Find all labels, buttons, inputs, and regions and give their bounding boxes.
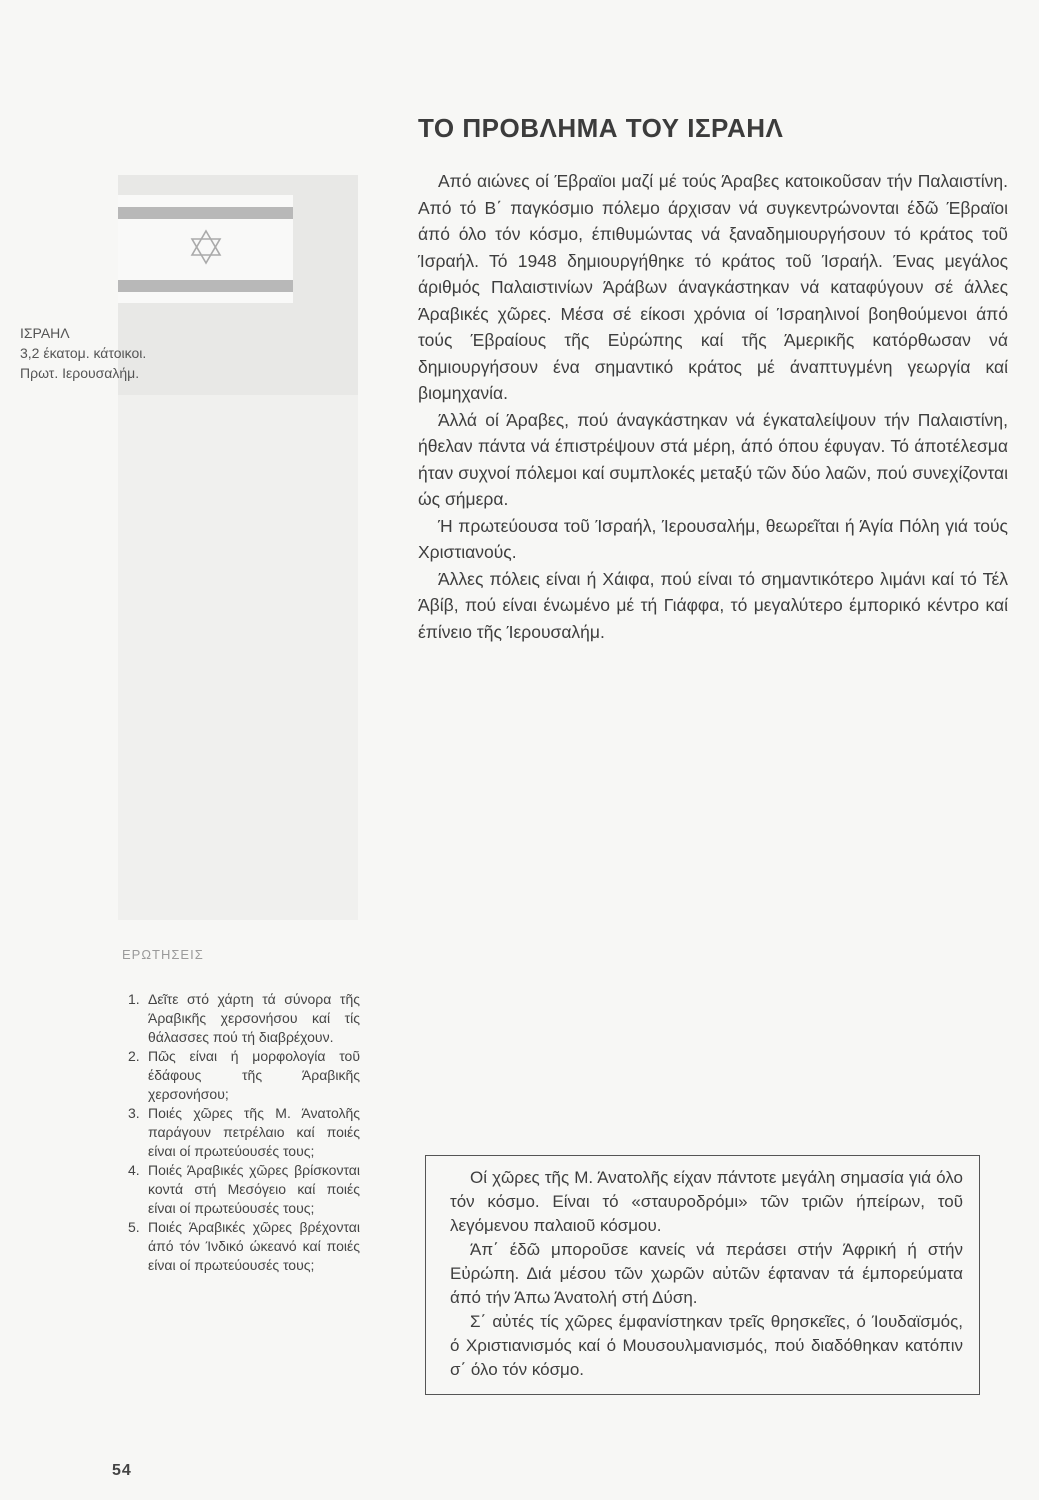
box-paragraph: Άπ΄ έδῶ μποροῦσε κανείς νά περάσει στήν Άφρική ή στήν Εὐρώπη. Διά μέσου τῶν χωρῶν αὐτῶν έφταναν τά έμπορεύματα άπό τήν Άπω Άνατολή στή Δύση.	[450, 1240, 963, 1307]
israel-flag-icon	[118, 195, 293, 303]
question-number: 1.	[128, 991, 140, 1007]
paragraph: Από αιώνες οί Έβραϊοι μαζί μέ τούς Άραβες κατοικοῦσαν τήν Παλαιστίνη. Από τό Β΄ παγκόσμιο πόλεμο άρχισαν νά συγκεντρώνονται έδῶ Έβραϊοι άπό όλο τόν κόσμο, έπιθυμώντας νά ξαναδημιουργήσουν τό κράτος τοῦ Ίσραήλ. Τό 1948 δημιουργήθηκε τό κράτος τοῦ Ίσραήλ. Ένας μεγάλος άριθμός Παλαιστινίων Άράβων άναγκάστηκαν νά καταφύγουν σέ άλλες Άραβικές χῶρες. Μέσα σέ είκοσι χρόνια οί Ίσραηλινοί βοηθούμενοι άπό τούς Έβραίους τῆς Εὐρώπης καί τῆς Άμερικῆς κατόρθωσαν νά δημιουργήσουν ένα σημαντικό κράτος μέ άναπτυγμένη γεωργία καί βιομηχανία.	[418, 171, 1008, 403]
question-item	[122, 1047, 360, 1104]
question-text: Ποιές χῶρες τῆς Μ. Άνατολῆς παράγουν πετρέλαιο καί ποιές είναι οί πρωτεύουσές τους;	[148, 1105, 360, 1159]
question-text: Ποιές Άραβικές χῶρες βρέχονται άπό τόν Ίνδικό ώκεανό καί ποιές είναι οί πρωτεύουσές τους;	[148, 1219, 360, 1273]
question-number: 5.	[128, 1219, 140, 1235]
country-population: 3,2 έκατομ. κάτοικοι.	[20, 345, 147, 361]
question-number: 2.	[128, 1048, 140, 1064]
paragraph: Ή πρωτεύουσα τοῦ Ίσραήλ, Ίερουσαλήμ, θεωρεῖται ή Άγία Πόλη γιά τούς Χριστιανούς.	[418, 515, 1008, 562]
main-text	[418, 168, 1008, 645]
question-number: 3.	[128, 1105, 140, 1121]
question-item	[122, 1104, 360, 1161]
box-paragraph: Σ΄ αὐτές τίς χῶρες έμφανίστηκαν τρεῖς θρησκεῖες, ό Ίουδαϊσμός, ό Χριστιανισμός καί ό Μουσουλμανισμός, πού διαδόθηκαν κατόπιν σ΄ όλο τόν κόσμο.	[450, 1312, 963, 1379]
page-number: 54	[112, 1462, 132, 1479]
paragraph: Άλλες πόλεις είναι ή Χάιφα, πού είναι τό σημαντικότερο λιμάνι καί τό Τέλ Άβίβ, πού είναι ένωμένο μέ τή Γιάφφα, τό μεγαλύτερο έμπορικό κέντρο καί έπίνειο τῆς Ίερουσαλήμ.	[418, 568, 1008, 642]
flag-stripe-bottom	[118, 280, 293, 292]
question-item	[122, 1218, 360, 1275]
question-text: Πῶς είναι ή μορφολογία τοῦ έδάφους τῆς Άραβικῆς χερσονήσου;	[148, 1048, 360, 1102]
country-name: ΙΣΡΑΗΛ	[20, 325, 70, 341]
question-text: Δεῖτε στό χάρτη τά σύνορα τῆς Άραβικῆς χερσονήσου καί τίς θάλασσες πού τή διαβρέχουν.	[148, 991, 360, 1045]
country-capital: Πρωτ. Ιερουσαλήμ.	[20, 365, 140, 381]
sidebar-panel	[118, 175, 358, 920]
questions-title: ΕΡΩΤΗΣΕΙΣ	[122, 947, 204, 962]
question-item	[122, 990, 360, 1047]
info-box	[425, 1155, 980, 1395]
flag-stripe-top	[118, 207, 293, 219]
question-text: Ποιές Άραβικές χῶρες βρίσκονται κοντά στή Μεσόγειο καί ποιές είναι οί πρωτεύουσές τους;	[148, 1162, 360, 1216]
star-of-david-icon	[190, 229, 222, 265]
flag-panel	[118, 175, 358, 395]
questions-list	[122, 990, 360, 1275]
page-title: ΤΟ ΠΡΟΒΛΗΜΑ ΤΟΥ ΙΣΡΑΗΛ	[418, 113, 784, 143]
paragraph: Άλλά οί Άραβες, πού άναγκάστηκαν νά έγκαταλείψουν τήν Παλαιστίνη, ήθελαν πάντα νά έπιστρέψουν στά μέρη, άπό όπου έφυγαν. Τό άποτέλεσμα ήταν συχνοί πόλεμοι καί συμπλοκές μεταξύ τῶν δύο λαῶν, πού συνεχίζονται ώς σήμερα.	[418, 409, 1008, 509]
box-paragraph: Οί χῶρες τῆς Μ. Άνατολῆς είχαν πάντοτε μεγάλη σημασία γιά όλο τόν κόσμο. Είναι τό «σταυροδρόμι» τῶν τριῶν ήπείρων, τοῦ λεγόμενου παλαιοῦ κόσμου.	[450, 1168, 963, 1235]
question-item	[122, 1161, 360, 1218]
question-number: 4.	[128, 1162, 140, 1178]
